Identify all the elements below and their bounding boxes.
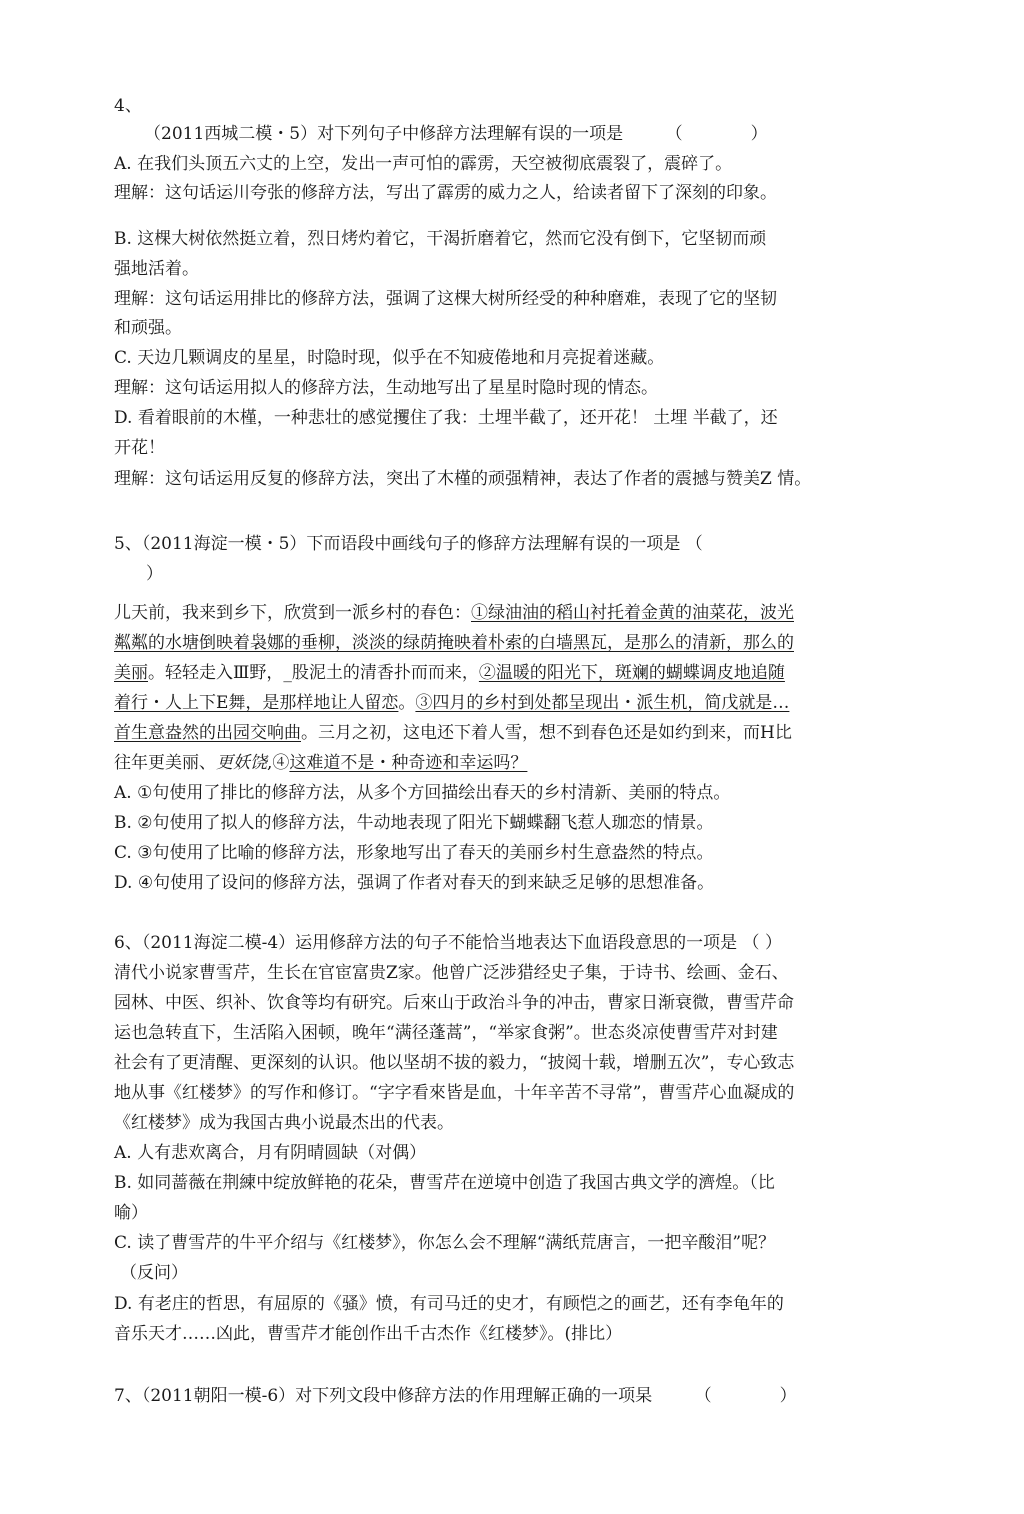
question-4-number: 4、 — [114, 96, 142, 116]
passage-5-line3: 美丽。轻轻走入Ⅲ野，_股泥土的清香扑而而来，②温暖的阳光下，斑斓的蝴蝶调皮地追随 — [114, 663, 785, 683]
passage-6-line5: 地从事《红楼梦》的写作和修订。“字字看來皆是血，十年辛苦不寻常”，曹雪芹心血凝成的 — [114, 1083, 795, 1103]
question-4-option-b-note-line1: 理解：这句话运用排比的修辞方法，强调了这棵大树所经受的种种磨难，表现了它的坚韧 — [114, 289, 777, 309]
question-4-option-a: A. 在我们头顶五六丈的上空，发出一声可怕的霹雳，天空被彻底震裂了，震碎了。 — [114, 154, 733, 174]
passage-6-line1: 清代小说家曹雪芹，生长在官宦富贵Z家。他曾广泛涉猎经史子集，于诗书、绘画、金石、 — [114, 963, 789, 983]
question-4-option-c: C. 天边几颗调皮的星星，时隐时现，似乎在不知疲倦地和月亮捉着迷藏。 — [114, 348, 665, 368]
question-4-option-d-line2: 开花！ — [114, 438, 165, 458]
question-6-option-b-line2: 喻） — [114, 1203, 148, 1223]
question-4-option-c-note: 理解：这句话运用拟人的修辞方法，生动地写出了星星时隐时现的情态。 — [114, 378, 658, 398]
question-4-option-a-note: 理解：这句话运川夸张的修辞方法，写出了霹雳的威力之人，给读者留下了深刻的印象。 — [114, 183, 777, 203]
passage-5-line2: 粼粼的水塘倒映着袅娜的垂柳，淡淡的绿荫掩映着朴索的白墙黑瓦，是那么的清新，那么的 — [114, 633, 794, 653]
question-5-option-a: A. ①句使用了排比的修辞方法，从多个方回描绘出春天的乡村清新、美丽的特点。 — [114, 783, 731, 803]
question-5-option-c: C. ③句使用了比喻的修辞方法，形象地写出了春天的美丽乡村生意盎然的特点。 — [114, 843, 714, 863]
question-6-option-d-line1: D. 有老庄的哲思，有屈原的《骚》愤，有司马迁的史才，有顾恺之的画艺，还有李龟年的 — [114, 1294, 784, 1314]
question-6-option-c-line1: C. 读了曹雪芹的牛平介绍与《红楼梦》，你怎么会不理解“满纸荒唐言，一把辛酸泪”呢？ — [114, 1233, 776, 1253]
question-5-option-d: D. ④句使用了设问的修辞方法，强调了作者对春天的到来缺乏足够的思想准备。 — [114, 873, 715, 893]
passage-6-line6: 《红楼梦》成为我国古典小说最杰出的代表。 — [114, 1113, 454, 1133]
question-4-stem: （2011西城二模・5）对下列句子中修辞方法理解有误的一项是 （ ） — [144, 124, 768, 144]
passage-6-line3: 运也急转直下，生活陷入困顿，晚年“满径蓬蒿”，“举家食粥”。世态炎凉使曹雪芹对封建 — [114, 1023, 778, 1043]
passage-5-line4: 着行・人上下E舞，是那样地让人留恋。③四月的乡村到处都呈现出・派生机，简戊就是… — [114, 693, 790, 713]
question-5-stem-line2: ） — [146, 564, 163, 584]
question-6-stem: 6、（2011海淀二模-4）运用修辞方法的句子不能恰当地表达下血语段意思的一项是 （ ） — [114, 933, 782, 953]
question-6-option-d-line2: 音乐天才……凶此，曹雪芹才能创作出千古杰作《红楼梦》。(排比） — [114, 1324, 623, 1344]
question-7-stem: 7、（2011朝阳一模-6）对下列文段中修辞方法的作用理解正确的一项杲 （ ） — [114, 1386, 797, 1406]
passage-6-line4: 社会有了更清醒、更深刻的认识。他以坚胡不拔的毅力，“披阅十载，增删五次”，专心致志 — [114, 1053, 795, 1073]
question-5-stem-line1: 5、（2011海淀一模・5）下而语段中画线句子的修辞方法理解有误的一项是 （ — [114, 534, 703, 554]
question-4-option-d-line1: D. 看着眼前的木槿，一种悲壮的感觉攫住了我：土埋半截了，还开花！ 土埋 半截了，还 — [114, 408, 778, 428]
question-4-option-b-line1: B. 这棵大树依然挺立着，烈日烤灼着它，干渴折磨着它，然而它没有倒下，它坚韧而顽 — [114, 229, 767, 249]
question-5-option-b: B. ②句使用了拟人的修辞方法，牛动地表现了阳光下蝴蝶翻飞惹人珈恋的情景。 — [114, 813, 714, 833]
passage-5-line6: 往年更美丽、更妖饶,④这难道不是・种奇迹和幸运吗？ — [114, 753, 528, 773]
question-6-option-a: A. 人有悲欢离合，月有阴晴圆缺（对偶） — [114, 1143, 427, 1163]
question-4-option-b-line2: 强地活着。 — [114, 259, 199, 279]
passage-5-line1: 儿天前，我来到乡下，欣赏到一派乡村的春色：①绿油油的稻山衬托着金黄的油菜花，波光 — [114, 603, 794, 623]
question-6-option-b-line1: B. 如同蔷薇在荆練中绽放鲜艳的花朵，曹雪芹在逆境中创造了我国古典文学的濟煌。（比 — [114, 1173, 775, 1193]
passage-6-line2: 园林、中医、织补、饮食等均有研究。后來山于政治斗争的冲击，曹家日渐衰微，曹雪芹命 — [114, 993, 794, 1013]
question-6-option-c-line2: （反问） — [120, 1263, 188, 1283]
question-4-option-b-note-line2: 和顽强。 — [114, 318, 182, 338]
question-4-option-d-note: 理解：这句话运用反复的修辞方法，突出了木槿的顽强精神，表达了作者的震撼与赞美Z 情。 — [114, 469, 812, 489]
passage-5-line5: 首生意盎然的出园交响曲。三月之初，这电还下着人雪，想不到春色还是如约到来，而H比 — [114, 723, 792, 743]
